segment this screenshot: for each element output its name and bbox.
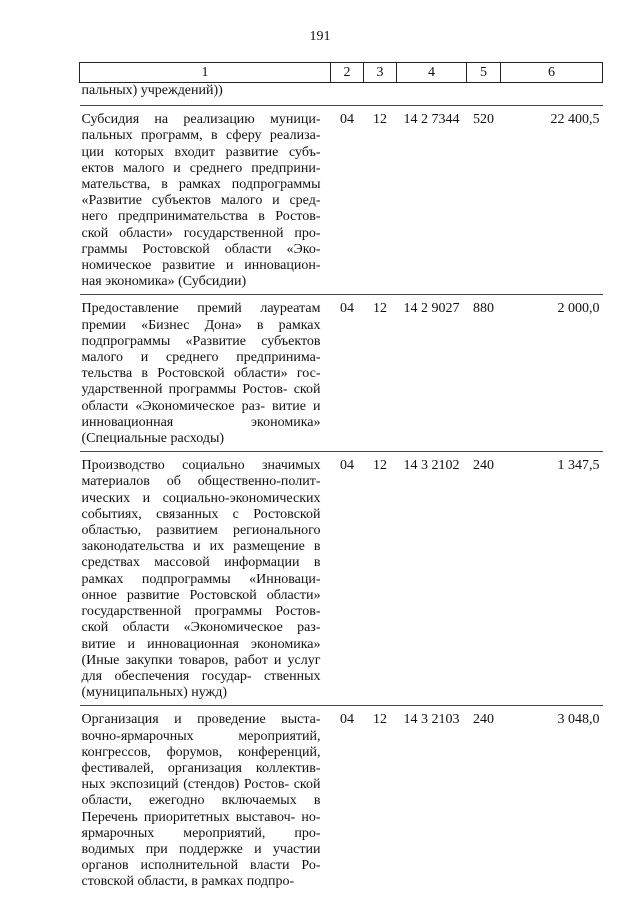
header-row (80, 63, 603, 83)
row-target-article: 14 3 2103 (397, 706, 467, 895)
row-description: Субсидия на реализацию муници- пальных программ, в сферу реализа- ции которых входит развитие субъ- ектов малого и среднего предприни- мательства, в рамках подпрограммы «Развитие субъектов малого и сред- него предпринимательства в Ростов- ской области» государственной про- граммы Ростовской области «Эко- номическое развитие и инновацион- ная экономика» (Субсидии) (80, 106, 331, 295)
row-target-article: 14 3 2102 (397, 452, 467, 706)
table-row (80, 706, 603, 895)
budget-table (79, 62, 603, 895)
row-target-article: 14 2 7344 (397, 106, 467, 295)
row-description: Организация и проведение выста- вочно-ярмарочных мероприятий, конгрессов, форумов, конференций, фестивалей, организация коллектив- ных экспозиций (стендов) Ростов- ской области, ежегодно включаемых в Перечень приоритетных выставоч- но-ярмарочных мероприятий, про- водимых при поддержке и участии органов исполнительной власти Ро- стовской области, в рамках подпро- (80, 706, 331, 895)
continuation-text: пальных) учреждений)) (81, 83, 223, 98)
row-target-article: 14 2 9027 (397, 295, 467, 452)
row-amount: 3 048,0 (501, 706, 603, 895)
row-amount: 2 000,0 (501, 295, 603, 452)
row-section: 04 (331, 295, 364, 452)
continuation-row (80, 83, 603, 106)
row-subsection: 12 (364, 106, 397, 295)
row-section: 04 (331, 706, 364, 895)
header-col-2: 2 (331, 63, 364, 83)
row-description: Производство социально значимых материалов об общественно-полит- ических и социально-экономических событиях, связанных с Ростовской областью, развитием регионального законодательства и их размещение в средствах массовой информации в рамках подпрограммы «Инноваци- онное развитие Ростовской области» государственной программы Ростов- ской области «Экономическое раз- витие и инновационная экономика» (Иные закупки товаров, работ и услуг для обеспечения государ- ственных (муниципальных) нужд) (80, 452, 331, 706)
header-col-1: 1 (80, 63, 331, 83)
row-description: Предоставление премий лауреатам премии «Бизнес Дона» в рамках подпрограммы «Развитие субъектов малого и среднего предпринима- тельства в Ростовской области» гос- ударственной программы Ростов- ской области «Экономическое раз- витие и инновационная экономика» (Специальные расходы) (80, 295, 331, 452)
row-subsection: 12 (364, 706, 397, 895)
row-expense-type: 240 (467, 452, 501, 706)
row-amount: 22 400,5 (501, 106, 603, 295)
row-expense-type: 880 (467, 295, 501, 452)
header-col-3: 3 (364, 63, 397, 83)
row-section: 04 (331, 452, 364, 706)
row-expense-type: 520 (467, 106, 501, 295)
header-col-6: 6 (501, 63, 603, 83)
table-row (80, 106, 603, 295)
row-subsection: 12 (364, 452, 397, 706)
table-row (80, 452, 603, 706)
row-subsection: 12 (364, 295, 397, 452)
page-number: 191 (309, 29, 331, 44)
row-section: 04 (331, 106, 364, 295)
table-row (80, 295, 603, 452)
header-col-5: 5 (467, 63, 501, 83)
row-amount: 1 347,5 (501, 452, 603, 706)
header-col-4: 4 (397, 63, 467, 83)
row-expense-type: 240 (467, 706, 501, 895)
